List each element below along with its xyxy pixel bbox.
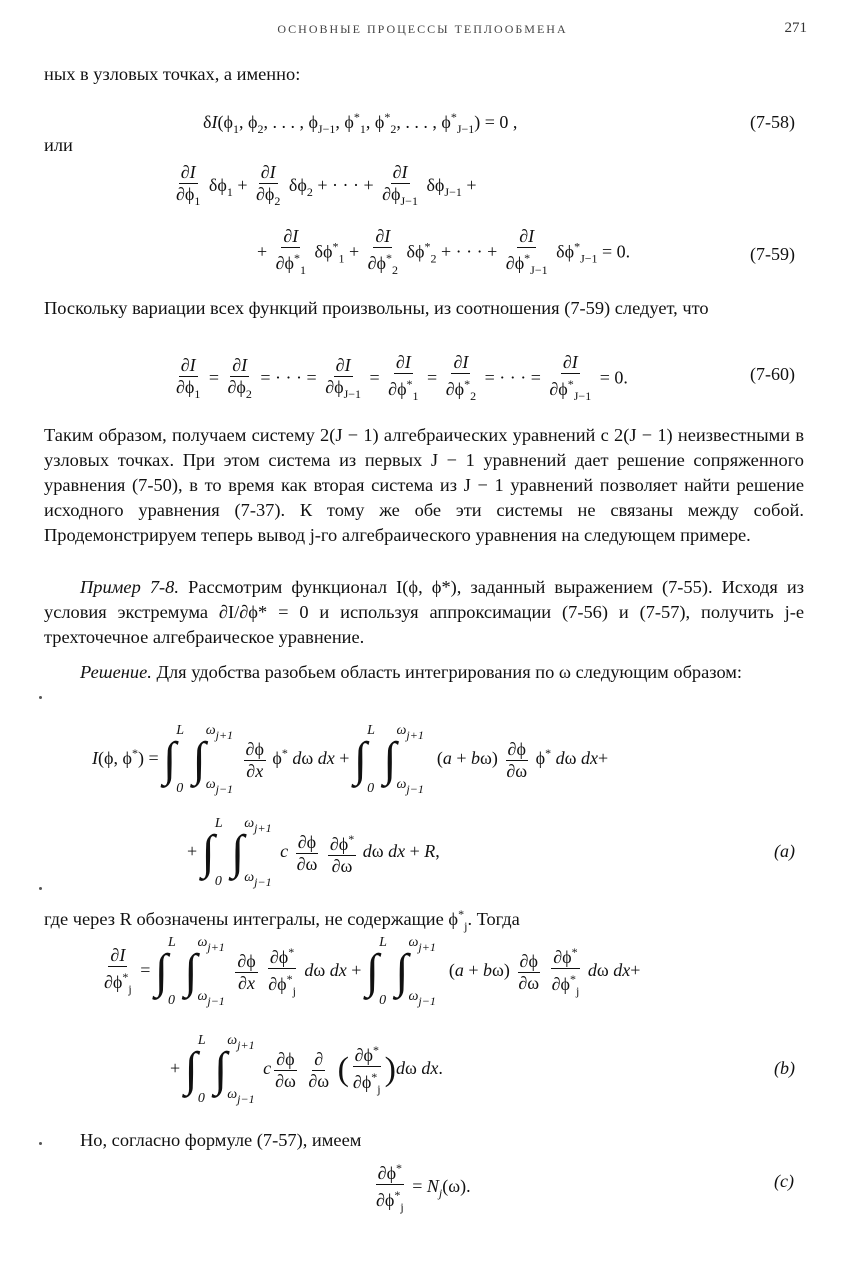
paragraph-example <box>44 575 804 650</box>
equation-number-7-59: (7-59) <box>750 244 795 264</box>
word-or: или <box>44 135 73 155</box>
equation-7-59-line1: $\frac{\partial I}{\partial\phi_1}$ $\delta\phi_1$ + $\frac{\partial I}{\partial\phi_2}$ $\delta\phi_2$ + · · · + $\frac{\partial I}{\partial\phi_{J-1}}$ $\delta\phi_{J-1}$ + <box>176 162 477 208</box>
equation-number-a: (a) <box>774 841 795 861</box>
solution-label: Решение. <box>80 662 152 682</box>
paragraph-solution <box>44 660 804 685</box>
equation-number-b: (b) <box>774 1058 795 1078</box>
margin-dot <box>39 696 42 699</box>
equation-a-line2: + ∫ L 0 ∫ ωj+1 ωj−1 c $\frac{\partial\phi}{\partial\omega}$ $\frac{\partial\phi^*}{\partial\omega}$ dω dx + R, <box>187 816 440 889</box>
where-text: где через R обозначены интегралы, не содержащие ϕ <box>44 909 459 929</box>
solution-text: Для удобства разобьем область интегрирования по ω следующим образом: <box>151 662 743 682</box>
equation-b-line1: $\frac{\partial I}{\partial\phi^*_j}$ = ∫ L 0 ∫ ωj+1 ωj−1 $\frac{\partial\phi}{\partial x}$ $\frac{\partial\phi^*}{\partial\phi^*_j}$ dω dx + ∫ L 0 ∫ ωj+1 ωj−1 (a + bω) $\frac{\partial\phi}{\partial\omega}$ $\frac{\partial\phi^*}{\partial\phi^*_j}$ dω dx+ <box>104 935 641 1008</box>
paragraph-where: где через R обозначены интегралы, не содержащие $\phi^*_j$. Тогда <box>44 907 520 933</box>
paragraph-system: Таким образом, получаем систему 2(J − 1) алгебраических уравнений с 2(J − 1) неизвестными в узловых точках. При этом система из первых J − 1 уравнений дает решение сопряженного уравнения (7-50), в то время как вторая система из J − 1 уравнений позволяет найти решение исходного уравнения (7-37). К тому же обе эти системы не связаны между собой. Продемонстрируем теперь вывод j-го алгебраического уравнения на следующем примере. <box>44 425 804 545</box>
equation-number-7-58: (7-58) <box>750 112 795 132</box>
paragraph-variations: Поскольку вариации всех функций произвольны, из соотношения (7-59) следует, что <box>44 298 709 318</box>
equation-number-7-60: (7-60) <box>750 364 795 384</box>
paragraph-intro: ных в узловых точках, а именно: <box>44 64 301 84</box>
example-text: Рассмотрим функционал I(ϕ, ϕ*), заданный выражением (7-55). Исходя из условия экстремума ∂I/∂ϕ* = 0 и используя аппроксимации (7-56) и (7-57), получить j-е трехточечное алгебраическое уравнение. <box>44 577 805 647</box>
equation-7-59-line2: + $\frac{\partial I}{\partial\phi^*_1}$ $\delta\phi^*_1$ + $\frac{\partial I}{\partial\phi^*_2}$ $\delta\phi^*_2$ + · · · + $\frac{\partial I}{\partial\phi^*_{J-1}}$ $\delta\phi^*_{J-1} = 0$. <box>257 226 631 277</box>
where-tail: . Тогда <box>467 909 520 929</box>
margin-dot <box>39 887 42 890</box>
equation-b-line2: + ∫ L 0 ∫ ωj+1 ωj−1 c $\frac{\partial\phi}{\partial\omega}$ $\frac{\partial}{\partial\omega}$ ( $\frac{\partial\phi^*}{\partial\phi^*_j}$ )dω dx. <box>170 1033 443 1106</box>
example-label: Пример 7-8. <box>80 577 179 597</box>
margin-dot <box>39 1142 42 1145</box>
equation-c: $\frac{\partial\phi^*}{\partial\phi^*_j}$ = $N_j(\omega)$. <box>372 1158 471 1218</box>
equation-a-line1: I(ϕ, ϕ*) = ∫ L 0 ∫ ωj+1 ωj−1 $\frac{\partial\phi}{\partial x}$ ϕ* dω dx + ∫ L 0 ∫ ωj+1 ωj−1 (a + bω) $\frac{\partial\phi}{\partial\omega}$ ϕ* dω dx+ <box>92 723 609 796</box>
equation-7-58: $\delta I(\phi_1$, $\phi_2$, . . . , $\phi_{J-1}$, $\phi^*_1$, $\phi^*_2$, . . . , $\phi^*_{J-1}) = 0$ , <box>203 110 518 136</box>
equation-number-c: (c) <box>774 1171 794 1191</box>
page-number: 271 <box>784 20 807 36</box>
paragraph-but: Но, согласно формуле (7-57), имеем <box>80 1130 362 1150</box>
running-header: ОСНОВНЫЕ ПРОЦЕССЫ ТЕПЛООБМЕНА <box>277 22 568 36</box>
equation-7-60: $\frac{\partial I}{\partial\phi_1}$ = $\frac{\partial I}{\partial\phi_2}$ = · · · = $\frac{\partial I}{\partial\phi_{J-1}}$ = $\frac{\partial I}{\partial\phi^*_1}$ = $\frac{\partial I}{\partial\phi^*_2}$ = · · · = $\frac{\partial I}{\partial\phi^*_{J-1}}$ = 0. <box>176 352 628 403</box>
